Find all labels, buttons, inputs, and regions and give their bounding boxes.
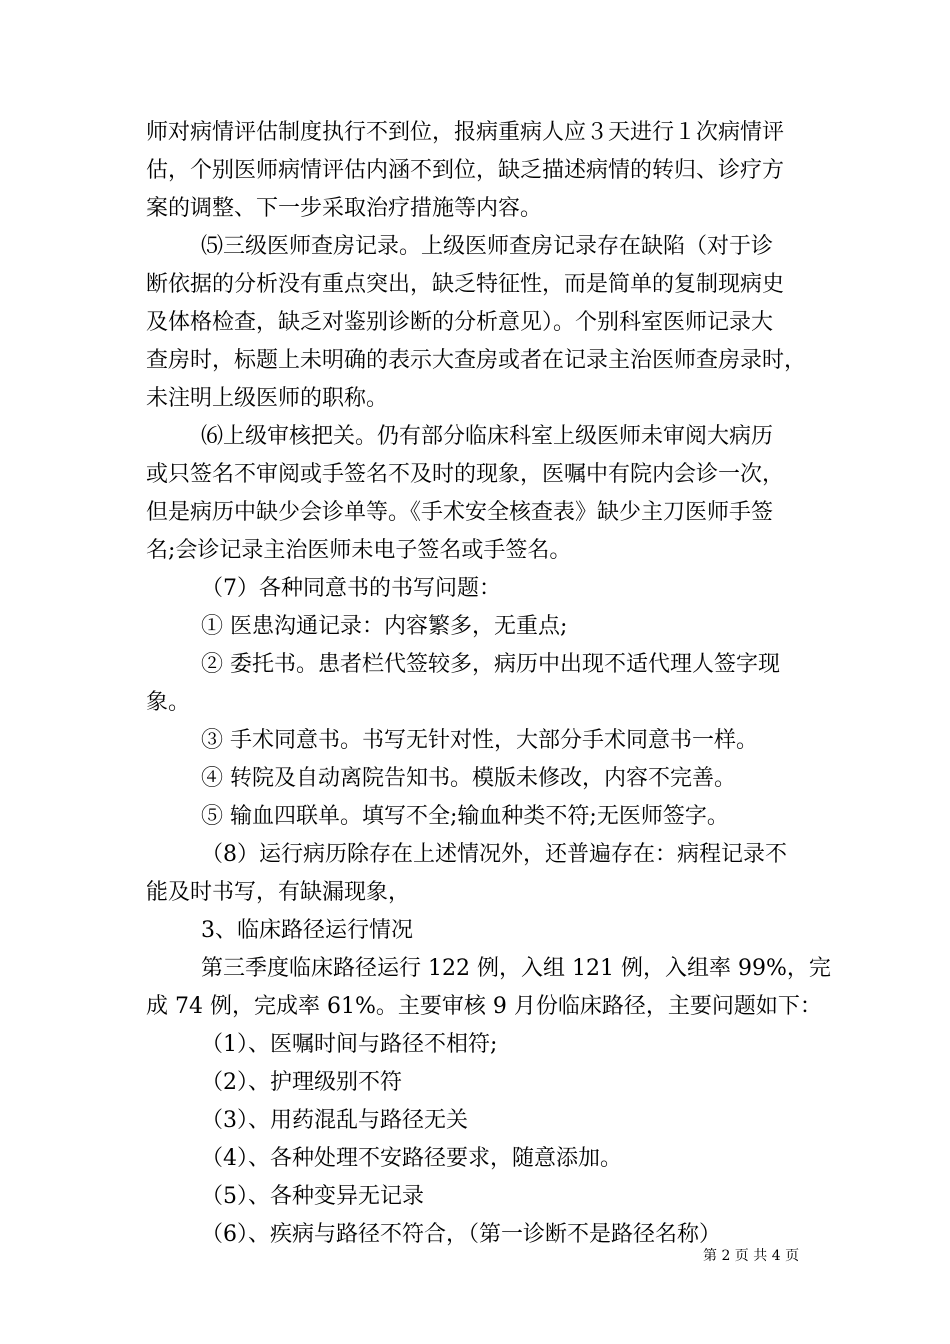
text-line: （8）运行病历除存在上述情况外，还普遍存在：病程记录不 — [201, 842, 787, 867]
text-line: 及体格检查，缺乏对鉴别诊断的分析意见）。个别科室医师记录大 — [146, 310, 774, 335]
text-line: ⑹上级审核把关。仍有部分临床科室上级医师未审阅大病历 — [201, 424, 774, 449]
page-number: 第 2 页 共 4 页 — [703, 1248, 800, 1264]
text-line: 断依据的分析没有重点突出，缺乏特征性，而是简单的复制现病史 — [146, 272, 785, 297]
text-line: 估，个别医师病情评估内涵不到位，缺乏描述病情的转归、诊疗方 — [146, 158, 785, 183]
list-item: （2）、护理级别不符 — [201, 1070, 402, 1095]
text-line: 成 74 例，完成率 61%。主要审核 9 月份临床路径，主要问题如下： — [146, 994, 822, 1019]
text-line: ③ 手术同意书。书写无针对性，大部分手术同意书一样。 — [201, 728, 758, 753]
text-line: 案的调整、下一步采取治疗措施等内容。 — [146, 196, 543, 221]
text-line: ② 委托书。患者栏代签较多，病历中出现不适代理人签字现 — [201, 652, 780, 677]
text-line: 象。 — [146, 690, 191, 715]
text-line: ④ 转院及自动离院告知书。模版未修改，内容不完善。 — [201, 766, 736, 791]
text-line: 师对病情评估制度执行不到位，报病重病人应３天进行１次病情评 — [146, 120, 785, 145]
text-line: 或只签名不审阅或手签名不及时的现象，医嘱中有院内会诊一次， — [146, 462, 785, 487]
section-heading: 3、临床路径运行情况 — [201, 918, 413, 943]
list-item: （5）、各种变异无记录 — [201, 1184, 424, 1209]
text-line: ⑤ 输血四联单。填写不全;输血种类不符;无医师签字。 — [201, 804, 729, 829]
text-line: 能及时书写，有缺漏现象， — [146, 880, 411, 905]
text-line: 查房时，标题上未明确的表示大查房或者在记录主治医师查房录时， — [146, 348, 807, 373]
text-line: 未注明上级医师的职称。 — [146, 386, 389, 411]
list-item: （3）、用药混乱与路径无关 — [201, 1108, 468, 1133]
text-line: （7）各种同意书的书写问题： — [201, 576, 501, 601]
text-line: 名;会诊记录主治医师未电子签名或手签名。 — [146, 538, 572, 563]
list-item: （6）、疾病与路径不符合，（第一诊断不是路径名称） — [201, 1222, 721, 1247]
text-line: ① 医患沟通记录：内容繁多，无重点; — [201, 614, 568, 639]
text-line: 第三季度临床路径运行 122 例，入组 121 例，入组率 99%，完 — [201, 956, 831, 981]
list-item: （4）、各种处理不安路径要求，随意添加。 — [201, 1146, 622, 1171]
text-line: 但是病历中缺少会诊单等。《手术安全核查表》缺少主刀医师手签 — [146, 500, 774, 525]
list-item: （1）、医嘱时间与路径不相符; — [201, 1032, 498, 1057]
text-line: ⑸三级医师查房记录。上级医师查房记录存在缺陷（对于诊 — [201, 234, 774, 259]
